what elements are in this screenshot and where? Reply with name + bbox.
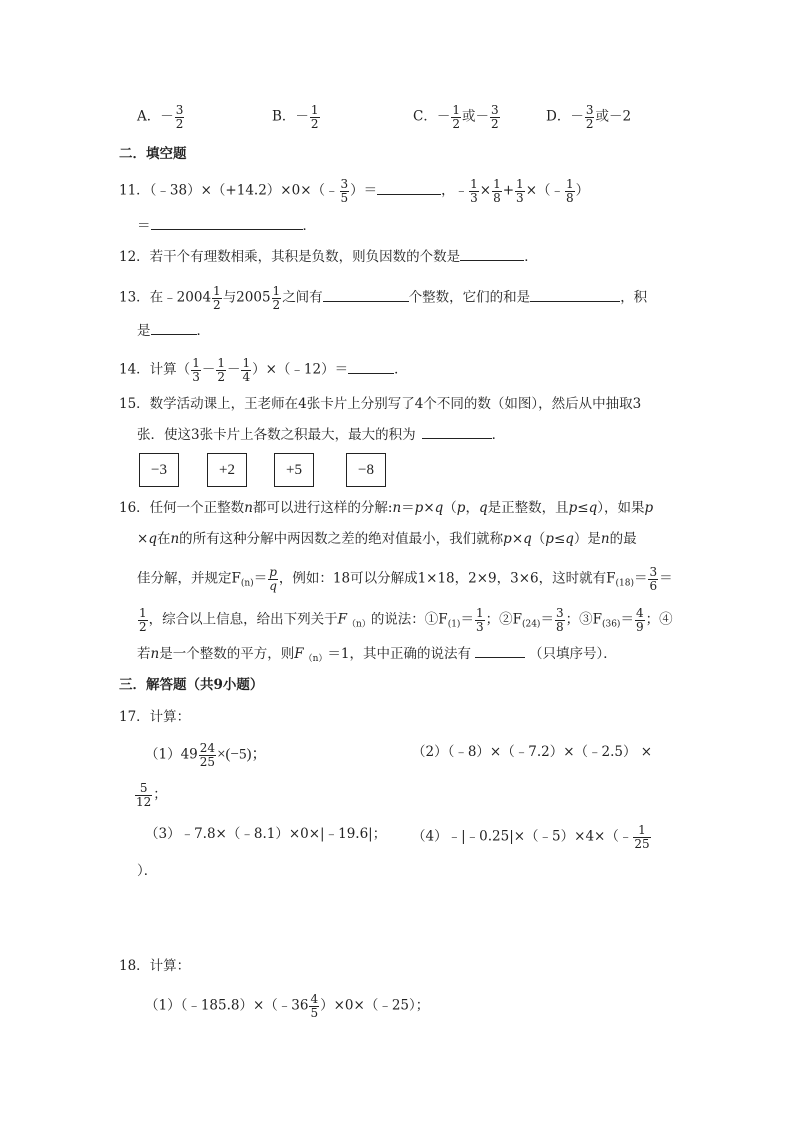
question-15-line2: 张．使这3张卡片上各数之积最大，最大的积为 ． [137, 427, 506, 443]
fraction: $\frac{1}{2}$ [310, 103, 319, 131]
question-16-line1: 16．任何一个正整数n都可以进行这样的分解:n＝p×q（p，q是正整数，且p≤q），如果p [119, 500, 654, 516]
question-17-part4-cont: ）． [137, 863, 158, 879]
question-13-line2: 是 ． [137, 323, 210, 339]
answer-blank[interactable] [348, 360, 394, 374]
number-card: −3 [139, 453, 179, 487]
answer-blank[interactable] [460, 247, 524, 261]
option-d: D．－ $\frac{3}{2}$ 或－2 [546, 103, 632, 131]
answer-blank[interactable] [530, 288, 620, 302]
question-17-part2-cont: $\frac{5}{12}$ ； [136, 781, 167, 809]
question-11: 11．（﹣38）×（+14.2）×0×（﹣ $\frac{3}{5}$ ）＝ ，﹣ $\frac{1}{3}$ × $\frac{1}{8}$ + $\frac{1}{3}$ ×（﹣ $\frac{1}{8}$ ） [119, 177, 590, 205]
question-18-title: 18．计算： [119, 958, 191, 974]
number-card: −8 [346, 453, 386, 487]
fraction: $\frac{1}{2}$ [452, 103, 460, 131]
question-18-part1: （1）（﹣185.8）×（﹣36 $\frac{4}{5}$ ）×0×（﹣25）； [145, 992, 430, 1020]
question-16-line3: 佳分解，并规定$F_{(n)}=$ $\frac{p}{q}$ ，例如：18可以分解成1×18，2×9，3×6，这时就有$F_{(18)}=$ $\frac{3}{6}$ ＝ [137, 565, 673, 593]
question-13: 13．在﹣2004 $\frac{1}{2}$ 与2005 $\frac{1}{2}$ 之间有 个整数，它们的和是 ，积 [119, 284, 648, 312]
number-card: +5 [274, 453, 314, 487]
question-15-line1: 15．数学活动课上，王老师在4张卡片上分别写了4个不同的数（如图），然后从中抽取3 [119, 396, 642, 412]
fraction: $\frac{3}{2}$ [585, 103, 594, 131]
question-17-part3: （3）﹣7.8×（﹣8.1）×0×|﹣19.6|； [145, 826, 387, 842]
question-14: 14．计算（ $\frac{1}{3}$ － $\frac{1}{2}$ － $\frac{1}{4}$ ）×（﹣12）＝ ． [119, 356, 408, 384]
section-title-fill-in: 二．填空题 [119, 146, 187, 162]
question-17-part4: （4）﹣|﹣0.25|×（﹣5）×4×（﹣ $\frac{1}{25}$ [412, 823, 650, 851]
fraction: $\frac{3}{2}$ [175, 103, 184, 131]
question-16-line4: $\frac{1}{2}$ ，综合以上信息，给出下列关于$F_{(n)}$的说法：$①F_{(1)}=$ $\frac{1}{3}$ ；$②F_{(24)}=$ $\frac{3}{8}$ ；$③F_{(36)}=$ $\frac{4}{9}$ ；④ [139, 606, 673, 634]
question-16-line2: ×q在n的所有这种分解中两因数之差的绝对值最小，我们就称p×q（p≤q）是n的最 [137, 531, 637, 547]
question-17-title: 17．计算： [119, 709, 191, 725]
question-17-part2: （2）（﹣8）×（﹣7.2）×（﹣2.5） × [412, 744, 653, 760]
fraction: $\frac{3}{2}$ [490, 103, 499, 131]
answer-blank[interactable] [323, 288, 409, 302]
question-11-line2: ＝ ． [137, 218, 316, 234]
option-b: B．－ $\frac{1}{2}$ [272, 103, 319, 131]
answer-blank[interactable] [377, 181, 441, 195]
question-12: 12．若干个有理数相乘，其积是负数，则负因数的个数是 ． [119, 249, 538, 265]
answer-blank[interactable] [475, 644, 525, 658]
option-c: C．－ $\frac{1}{2}$ 或－ $\frac{3}{2}$ [413, 103, 499, 131]
question-17-part1: （1）49 $\frac{24}{25}$ ×(−5)； [145, 741, 267, 769]
option-a: A．－ $\frac{3}{2}$ [137, 103, 184, 131]
number-card: +2 [207, 453, 247, 487]
section-title-solve: 三．解答题（共9小题） [119, 677, 264, 693]
answer-blank[interactable] [151, 321, 197, 335]
answer-blank[interactable] [422, 425, 492, 439]
answer-blank[interactable] [151, 216, 303, 230]
question-16-line5: 若n是一个整数的平方，则$F_{(n)}=1$，其中正确的说法有 （只填序号）． [137, 646, 617, 664]
